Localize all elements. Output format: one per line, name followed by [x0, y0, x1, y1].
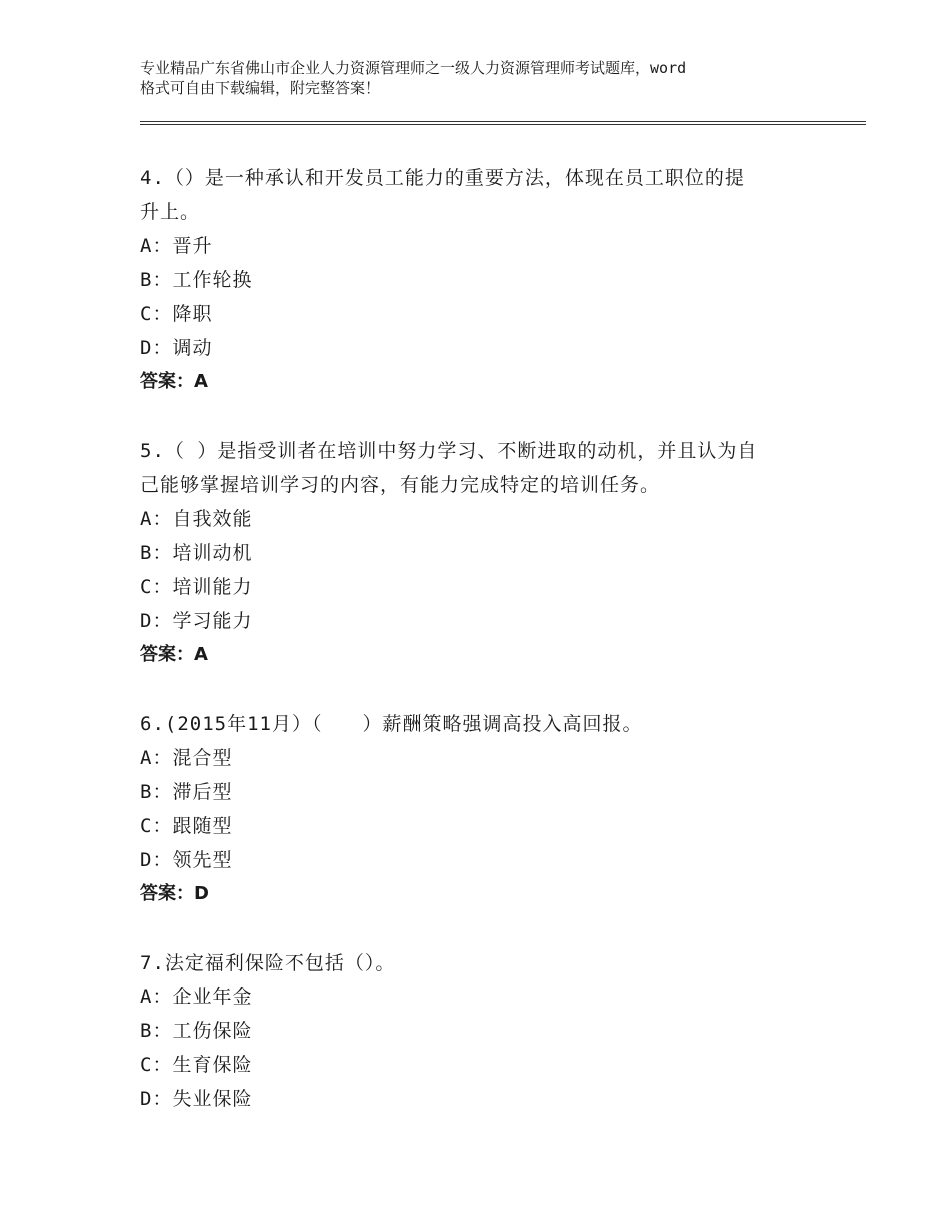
- option-d: D：调动: [140, 337, 213, 359]
- option-b: B：工伤保险: [140, 1020, 253, 1042]
- option-d: D：领先型: [140, 849, 233, 871]
- question-6: [140, 707, 820, 911]
- option-c: C：跟随型: [140, 815, 233, 837]
- option-c: C：生育保险: [140, 1054, 253, 1076]
- header-divider-top: [140, 121, 866, 122]
- question-stem-line: 升上。: [140, 201, 201, 223]
- option-b: B：培训动机: [140, 542, 253, 564]
- header-line-1: 专业精品广东省佛山市企业人力资源管理师之一级人力资源管理师考试题库，word: [140, 59, 687, 77]
- answer: 答案：A: [140, 371, 208, 392]
- question-stem-line: 5.（ ）是指受训者在培训中努力学习、不断进取的动机，并且认为自: [140, 440, 758, 462]
- question-7: [140, 946, 820, 1116]
- question-stem-line: 己能够掌握培训学习的内容，有能力完成特定的培训任务。: [140, 474, 661, 496]
- option-a: A：混合型: [140, 747, 233, 769]
- question-stem-line: 4.（）是一种承认和开发员工能力的重要方法，体现在员工职位的提: [140, 167, 745, 189]
- answer: 答案：D: [140, 883, 209, 904]
- option-c: C：降职: [140, 303, 213, 325]
- option-c: C：培训能力: [140, 576, 253, 598]
- question-stem-line: 7.法定福利保险不包括（）。: [140, 952, 396, 974]
- option-a: A：自我效能: [140, 508, 253, 530]
- document-header: [140, 58, 840, 98]
- question-5: [140, 434, 820, 672]
- option-a: A：晋升: [140, 235, 213, 257]
- option-d: D：失业保险: [140, 1088, 253, 1110]
- option-d: D：学习能力: [140, 610, 253, 632]
- option-b: B：滞后型: [140, 781, 233, 803]
- question-4: [140, 161, 820, 399]
- question-stem-line: 6.(2015年11月）（ ）薪酬策略强调高投入高回报。: [140, 713, 643, 735]
- answer: 答案：A: [140, 644, 208, 665]
- option-a: A：企业年金: [140, 986, 253, 1008]
- header-line-2: 格式可自由下载编辑，附完整答案！: [140, 79, 381, 97]
- header-divider-bottom: [140, 124, 866, 125]
- option-b: B：工作轮换: [140, 269, 253, 291]
